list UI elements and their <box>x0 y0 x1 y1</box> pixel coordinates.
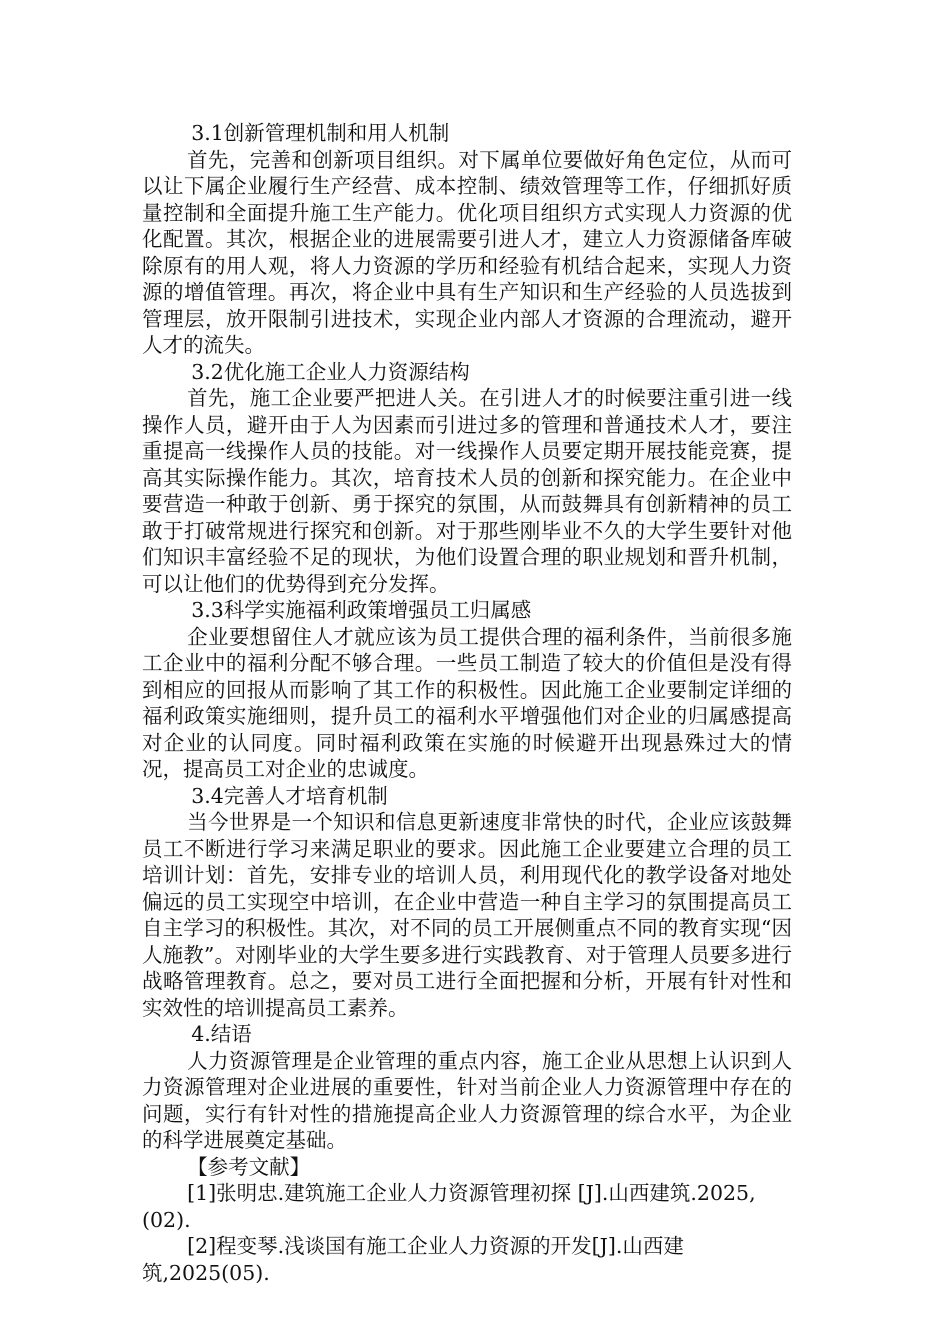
section-paragraph: 首先，完善和创新项目组织。对下属单位要做好角色定位，从而可以让下属企业履行生产经营、成本控制、绩效管理等工作，仔细抓好质量控制和全面提升施工生产能力。优化项目组织方式实现人力资源的优化配置。其次，根据企业的进展需要引进人才，建立人力资源储备库破除原有的用人观，将人力资源的学历和经验有机结合起来，实现人力资源的增值管理。再次，将企业中具有生产知识和生产经验的人员选拔到管理层，放开限制引进技术，实现企业内部人才资源的合理流动，避开人才的流失。 <box>142 147 792 357</box>
section-3-1 <box>142 120 792 359</box>
references-section <box>142 1154 792 1287</box>
section-paragraph: 企业要想留住人才就应该为员工提供合理的福利条件，当前很多施工企业中的福利分配不够合理。一些员工制造了较大的价值但是没有得到相应的回报从而影响了其工作的积极性。因此施工企业要制定详细的福利政策实施细则，提升员工的福利水平增强他们对企业的归属感提高对企业的认同度。同时福利政策在实施的时候避开出现悬殊过大的情况，提高员工对企业的忠诚度。 <box>142 624 792 781</box>
section-heading: 3.1创新管理机制和用人机制 <box>191 121 450 145</box>
section-heading: 4.结语 <box>191 1022 252 1046</box>
reference-item: [1]张明忠.建筑施工企业人力资源管理初探 [J].山西建筑.2025,(02). <box>142 1181 756 1232</box>
section-3-3 <box>142 597 792 783</box>
section-heading: 3.4完善人才培育机制 <box>191 783 388 808</box>
section-heading: 3.3科学实施福利政策增强员工归属感 <box>191 598 532 622</box>
section-heading: 3.2优化施工企业人力资源结构 <box>191 359 470 384</box>
section-3-2 <box>142 359 792 598</box>
section-paragraph: 当今世界是一个知识和信息更新速度非常快的时代，企业应该鼓舞员工不断进行学习来满足职业的要求。因此施工企业要建立合理的员工培训计划：首先，安排专业的培训人员，利用现代化的教学设备对地处偏远的员工实现空中培训，在企业中营造一种自主学习的氛围提高员工自主学习的积极性。其次，对不同的员工开展侧重点不同的教育实现“因人施教”。对刚毕业的大学生要多进行实践教育、对于管理人员要多进行战略管理教育。总之，要对员工进行全面把握和分析，开展有针对性和实效性的培训提高员工素养。 <box>142 810 792 1020</box>
references-title: 【参考文献】 <box>187 1154 311 1179</box>
reference-item: [2]程变琴.浅谈国有施工企业人力资源的开发[J].山西建筑,2025(05). <box>142 1234 684 1285</box>
section-3-4 <box>142 783 792 1022</box>
section-paragraph: 人力资源管理是企业管理的重点内容，施工企业从思想上认识到人力资源管理对企业进展的重要性，针对当前企业人力资源管理中存在的问题，实行有针对性的措施提高企业人力资源管理的综合水平，为企业的科学进展奠定基础。 <box>142 1048 792 1152</box>
document-page <box>142 120 792 1286</box>
section-conclusion <box>142 1021 792 1154</box>
section-paragraph: 首先，施工企业要严把进人关。在引进人才的时候要注重引进一线操作人员，避开由于人为因素而引进过多的管理和普通技术人才，要注重提高一线操作人员的技能。对一线操作人员要定期开展技能竞赛，提高其实际操作能力。其次，培育技术人员的创新和探究能力。在企业中要营造一种敢于创新、勇于探究的氛围，从而鼓舞具有创新精神的员工敢于打破常规进行探究和创新。对于那些刚毕业不久的大学生要针对他们知识丰富经验不足的现状，为他们设置合理的职业规划和晋升机制，可以让他们的优势得到充分发挥。 <box>142 386 792 596</box>
